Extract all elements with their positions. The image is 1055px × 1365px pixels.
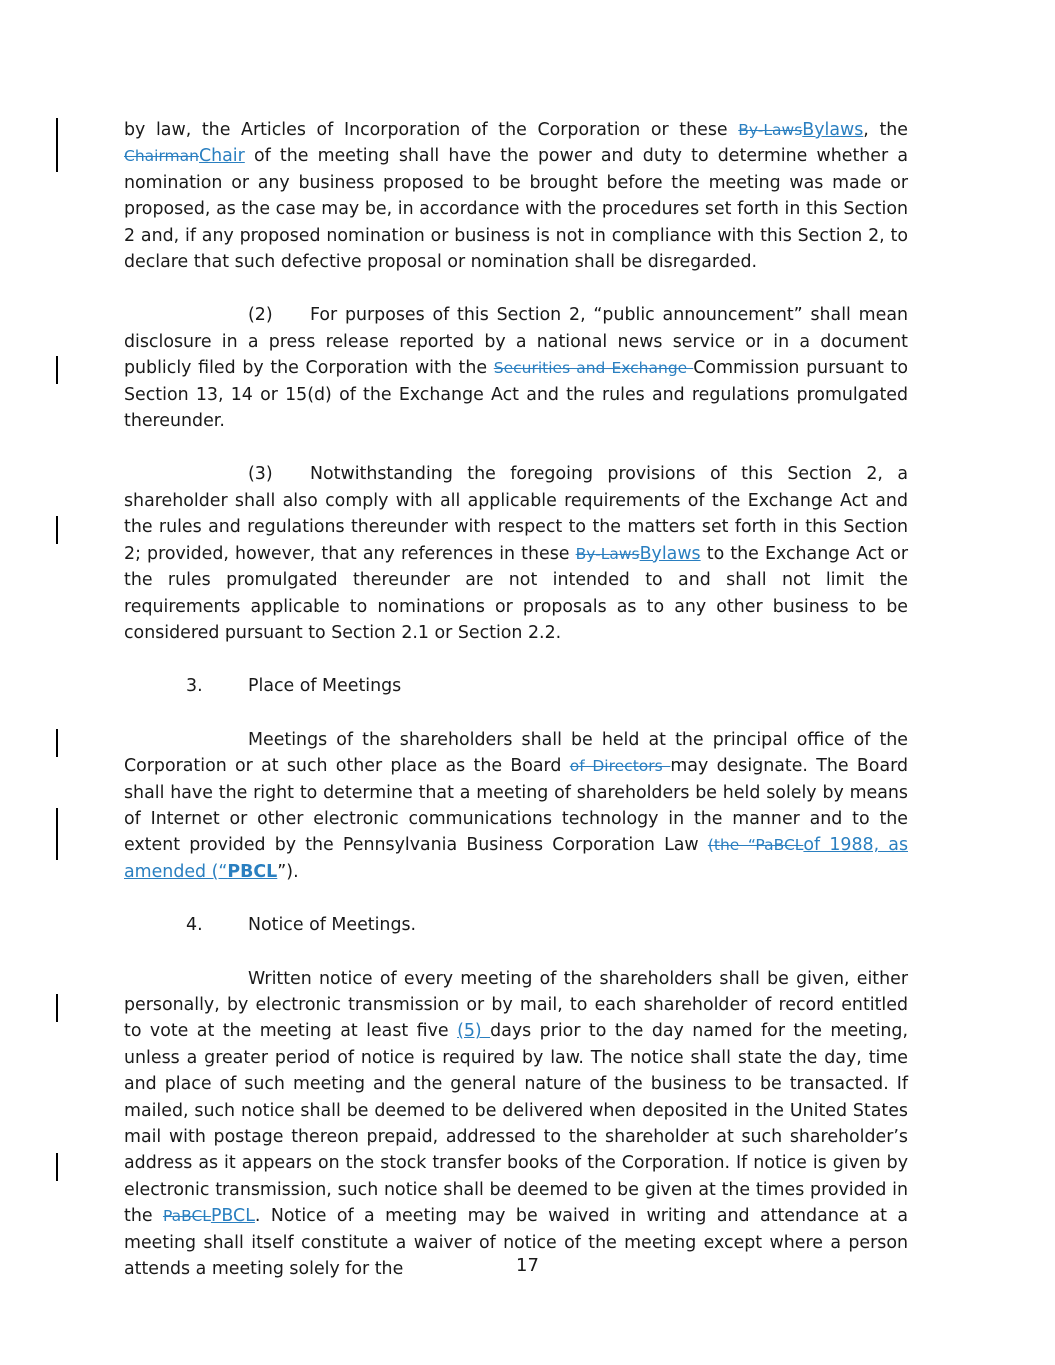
inserted-defined-term: PBCL — [227, 861, 278, 882]
paragraph-2: (2) For purposes of this Section 2, “public announcement” shall mean disclosure in a press release reported by a national news service or in a document publicly filed by the Corporation with the Securities and Exchange Commission pursuant to Section 13, 14 or 15(d) of the Exchange Act and the rules and regulations promulgated thereunder. — [124, 302, 908, 434]
paragraph-continuation: by law, the Articles of Incorporation of the Corporation or these By-LawsBylaws, the ChairmanChair of the meeting shall have the power and duty to determine whether a nomination or any business proposed to be brought before the meeting was made or proposed, as the case may be, in accordance with the procedures set forth in this Section 2 and, if any proposed nomination or business is not in compliance with this Section 2, to declare that such defective proposal or nomination shall be disregarded. — [124, 120, 908, 273]
revision-bar — [56, 1153, 58, 1181]
inserted-text: Chair — [198, 146, 245, 167]
paragraph-3: (3) Notwithstanding the foregoing provisions of this Section 2, a shareholder shall also comply with all applicable requirements of the Exchange Act and the rules and regulations thereunder with respect to the matters set forth in this Section 2; provided, however, that any references in these By-LawsBylaws to the Exchange Act or the rules promulgated thereunder are not intended to and shall not limit the requirements applicable to nominations or proposals as to any other business to be considered pursuant to Section 2.1 or Section 2.2. — [124, 461, 908, 646]
deleted-text: (the “PaBCL — [707, 836, 804, 855]
paragraph-notice-of-meetings: Written notice of every meeting of the shareholders shall be given, either personally, by electronic transmission or by mail, to each shareholder of record entitled to vote at the meeting at least five (5) days prior to the day named for the meeting, unless a greater period of notice is required by law. The notice shall state the day, time and place of such meeting and the general nature of the business to be transacted. If mailed, such notice shall be deemed to be delivered when deposited in the United States mail with postage thereon prepaid, addressed to the shareholder at such shareholder’s address as it appears on the stock transfer books of the Corporation. If notice is given by electronic transmission, such notice shall be deemed to be given at the times provided in the PaBCLPBCL. Notice of a meeting may be waived in writing and attendance at a meeting shall itself constitute a waiver of notice of the meeting except where a person attends a meeting solely for the — [124, 968, 908, 1280]
section-title: Place of Meetings — [248, 676, 402, 697]
paragraph-place-of-meetings: Meetings of the shareholders shall be held at the principal office of the Corporation or at such other place as the Board of Directors may designate. The Board shall have the right to determine that a meeting of shareholders be held solely by means of Internet or other electronic communications technology in the manner and to the extent provided by the Pennsylvania Business Corporation Law (the “PaBCLof 1988, as amended (“PBCL”). — [124, 729, 909, 882]
deleted-text: By-Laws — [575, 544, 640, 563]
inserted-text: Bylaws — [802, 120, 864, 140]
revision-bar — [56, 356, 58, 384]
section-heading-place-of-meetings — [124, 673, 908, 699]
deleted-text: By-Laws — [738, 121, 803, 139]
deleted-text: Securities and Exchange — [493, 359, 694, 378]
inserted-text: Bylaws — [639, 543, 701, 564]
revision-bar — [56, 516, 58, 544]
section-title: Notice of Meetings. — [248, 915, 417, 936]
section-number: 4. — [186, 915, 203, 936]
deleted-text: Chairman — [124, 147, 199, 166]
deleted-text: PaBCL — [162, 1207, 211, 1226]
paragraph-number: (2) — [248, 305, 273, 326]
inserted-text: (5) — [457, 1021, 491, 1042]
inserted-text: of 1988, as amended (“ — [124, 835, 909, 882]
revision-bar — [56, 808, 58, 860]
document-body — [124, 117, 908, 1282]
deleted-text: of Directors — [569, 757, 671, 776]
section-heading-notice-of-meetings — [124, 912, 908, 938]
inserted-text: PBCL — [210, 1206, 255, 1227]
revision-bar — [56, 994, 58, 1022]
section-number: 3. — [186, 676, 203, 697]
revision-bar — [56, 118, 58, 172]
page-number: 17 — [516, 1255, 539, 1276]
paragraph-number: (3) — [248, 464, 273, 485]
revision-bar — [56, 729, 58, 757]
